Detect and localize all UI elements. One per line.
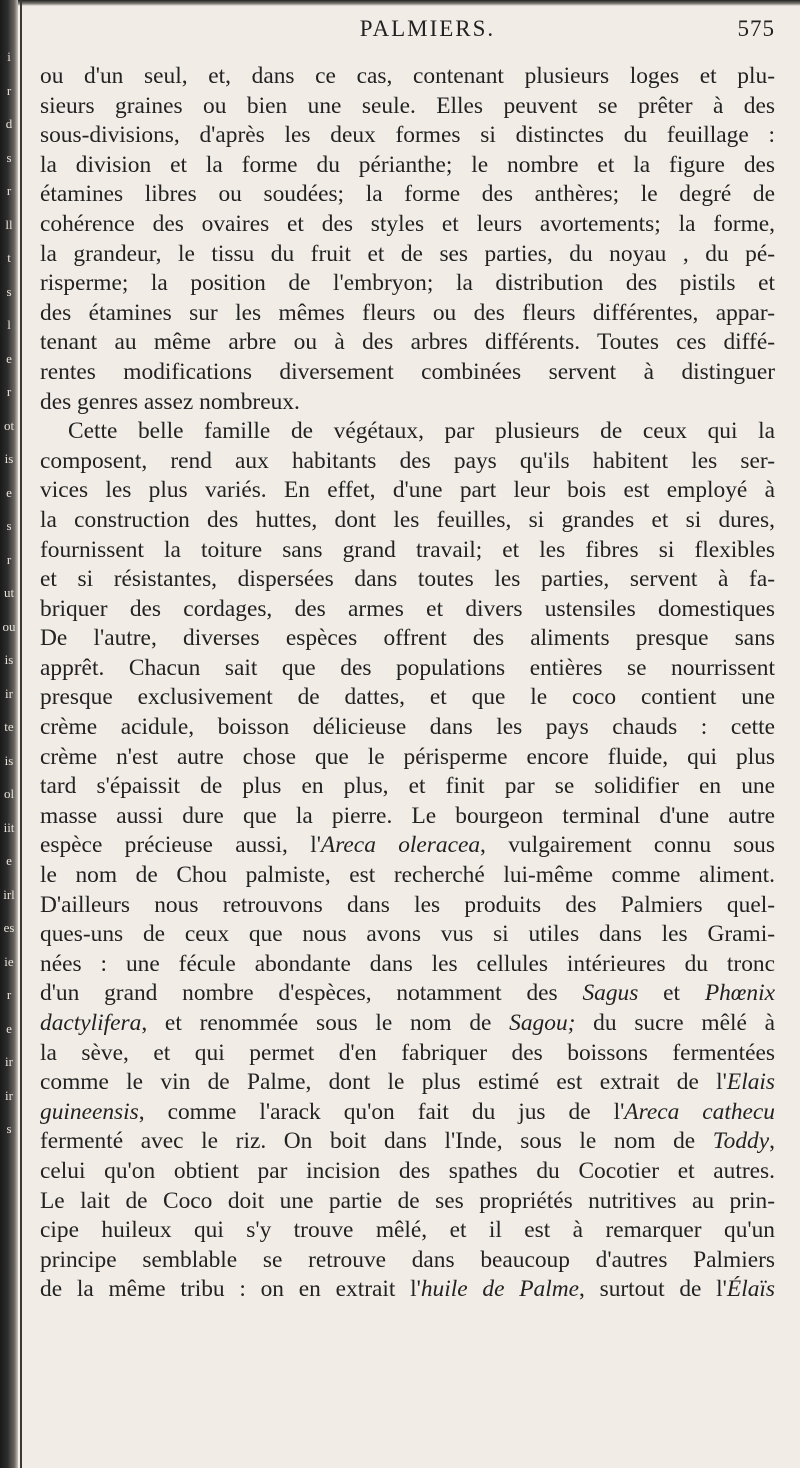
text-line: crème acidule, boisson délicieuse dans les pays chauds : cette	[40, 714, 775, 741]
text-line: tenant au même arbre ou à des arbres différents. Toutes ces diffé-	[40, 329, 775, 356]
paragraph-2	[40, 417, 775, 831]
page-top-edge	[0, 0, 800, 6]
text-line: et si résistantes, dispersées dans toutes les parties, servent à fa-	[40, 566, 775, 593]
text-line: cohérence des ovaires et des styles et leurs avortements; la forme,	[40, 210, 775, 237]
text-line: la sève, et qui permet d'en fabriquer des boissons fermentées	[40, 1039, 775, 1066]
margin-glyph: s	[6, 1121, 12, 1136]
text-line: espèce précieuse aussi, l'Areca oleracea, vulgairement connu sous	[40, 832, 775, 859]
text-line: sieurs graines ou bien une seule. Elles peuvent se prêter à des	[40, 92, 775, 119]
text-line: des étamines sur les mêmes fleurs ou des fleurs différentes, appar-	[40, 299, 775, 326]
margin-glyph: ot	[3, 417, 15, 433]
text-line: crème n'est autre chose que le périsperme encore fluide, qui plus	[40, 743, 775, 770]
margin-glyph: irl	[3, 886, 15, 902]
margin-glyph: r	[6, 384, 12, 399]
text-line: presque exclusivement de dattes, et que le coco contient une	[40, 684, 775, 711]
margin-glyph: s	[6, 283, 12, 299]
text-line: celui qu'on obtient par incision des spathes du Cocotier et autres.	[40, 1157, 775, 1184]
text-line: d'un grand nombre d'espèces, notamment des Sagus et Phœnix	[40, 980, 775, 1007]
margin-glyph: l	[7, 317, 11, 332]
text-line: Cette belle famille de végétaux, par plusieurs de ceux qui la	[68, 418, 775, 445]
text-line: étamines libres ou soudées; la forme des anthères; le degré de	[40, 181, 775, 208]
text-line: Le lait de Coco doit une partie de ses propriétés nutritives au prin-	[40, 1187, 775, 1214]
margin-glyph: is	[4, 752, 14, 768]
text-line: vices les plus variés. En effet, d'une part leur bois est employé à	[40, 477, 775, 504]
margin-glyph: r	[6, 987, 12, 1002]
text-line: fournissent la toiture sans grand travail; et les fibres si flexibles	[40, 536, 775, 563]
text-line: masse aussi dure que la pierre. Le bourgeon terminal d'une autre	[40, 802, 775, 829]
margin-glyph: ou	[2, 618, 16, 634]
text-line: des genres assez nombreux.	[40, 388, 300, 415]
text-line: cipe huileux qui s'y trouve mêlé, et il est à remarquer qu'un	[40, 1217, 775, 1244]
margin-glyph: r	[6, 183, 12, 198]
margin-glyph: ol	[3, 786, 15, 801]
facing-page-fragments	[0, 40, 18, 1146]
margin-glyph: ir	[5, 1054, 13, 1069]
margin-glyph: e	[6, 484, 12, 500]
text-line: dactylifera, et renommée sous le nom de Sagou; du sucre mêlé à	[40, 1010, 775, 1036]
text-line: comme le vin de Palme, dont le plus estimé est extrait de l'Elais	[40, 1069, 775, 1096]
text-line: de la même tribu : on en extrait l'huile de Palme, surtout de l'Élaïs	[40, 1276, 775, 1303]
running-title: PALMIERS.	[359, 16, 496, 41]
text-line: ques-uns de ceux que nous avons vus si utiles dans les Grami-	[40, 921, 775, 948]
text-line: guineensis, comme l'arack qu'on fait du jus de l'Areca cathecu	[40, 1098, 775, 1125]
margin-glyph: d	[5, 116, 13, 131]
text-line: le nom de Chou palmiste, est recherché lui-même comme aliment.	[40, 862, 775, 889]
running-head	[40, 16, 775, 56]
margin-glyph: r	[6, 551, 12, 567]
margin-glyph: i	[7, 49, 11, 64]
margin-glyph: e	[6, 1020, 12, 1036]
text-line: fermenté avec le riz. On boit dans l'Inde, sous le nom de Toddy,	[40, 1128, 775, 1155]
paragraph-1	[40, 62, 775, 417]
margin-glyph: e	[6, 350, 12, 366]
text-line: D'ailleurs nous retrouvons dans les produits des Palmiers quel-	[40, 891, 775, 918]
margin-glyph: ir	[5, 1087, 13, 1103]
text-line: la grandeur, le tissu du fruit et de ses parties, du noyau , du pé-	[40, 240, 775, 267]
text-line: briquer des cordages, des armes et divers ustensiles domestiques	[40, 595, 775, 622]
text-line: la construction des huttes, dont les feuilles, si grandes et si dures,	[40, 506, 775, 533]
page-number: 575	[737, 16, 775, 41]
margin-glyph: is	[4, 451, 14, 466]
text-line: sous-divisions, d'après les deux formes si distinctes du feuillage :	[40, 122, 775, 149]
text-line: tard s'épaissit de plus en plus, et finit par se solidifier en une	[40, 773, 775, 800]
text-line: De l'autre, diverses espèces offrent des aliments presque sans	[40, 625, 775, 652]
text-line: risperme; la position de l'embryon; la distribution des pistils et	[40, 270, 775, 297]
margin-glyph: ie	[4, 953, 14, 969]
text-line: la division et la forme du périanthe; le nombre et la figure des	[40, 151, 775, 178]
margin-glyph: is	[4, 652, 14, 667]
margin-glyph: t	[7, 250, 11, 265]
margin-glyph: iit	[3, 819, 15, 835]
margin-glyph: es	[3, 920, 15, 935]
text-line: rentes modifications diversement combinées servent à distinguer	[40, 358, 775, 385]
margin-glyph: r	[6, 82, 12, 98]
margin-glyph: s	[6, 149, 12, 165]
text-line: ou d'un seul, et, dans ce cas, contenant plusieurs loges et plu-	[40, 63, 775, 89]
margin-glyph: ir	[5, 685, 13, 701]
margin-glyph: te	[4, 719, 14, 734]
text-line: composent, rend aux habitants des pays qu'ils habitent les ser-	[40, 447, 775, 474]
text-line: apprêt. Chacun sait que des populations entières se nourrissent	[40, 654, 775, 681]
body-text	[40, 62, 775, 1305]
text-line: principe semblable se retrouve dans beaucoup d'autres Palmiers	[40, 1246, 775, 1273]
margin-glyph: s	[6, 518, 12, 533]
text-line: nées : une fécule abondante dans les cellules intérieures du tronc	[40, 950, 775, 977]
margin-glyph: e	[6, 853, 12, 868]
margin-glyph: ll	[5, 216, 13, 232]
gutter-line	[20, 0, 22, 1468]
book-page	[40, 16, 775, 1305]
margin-glyph: ut	[3, 585, 15, 600]
